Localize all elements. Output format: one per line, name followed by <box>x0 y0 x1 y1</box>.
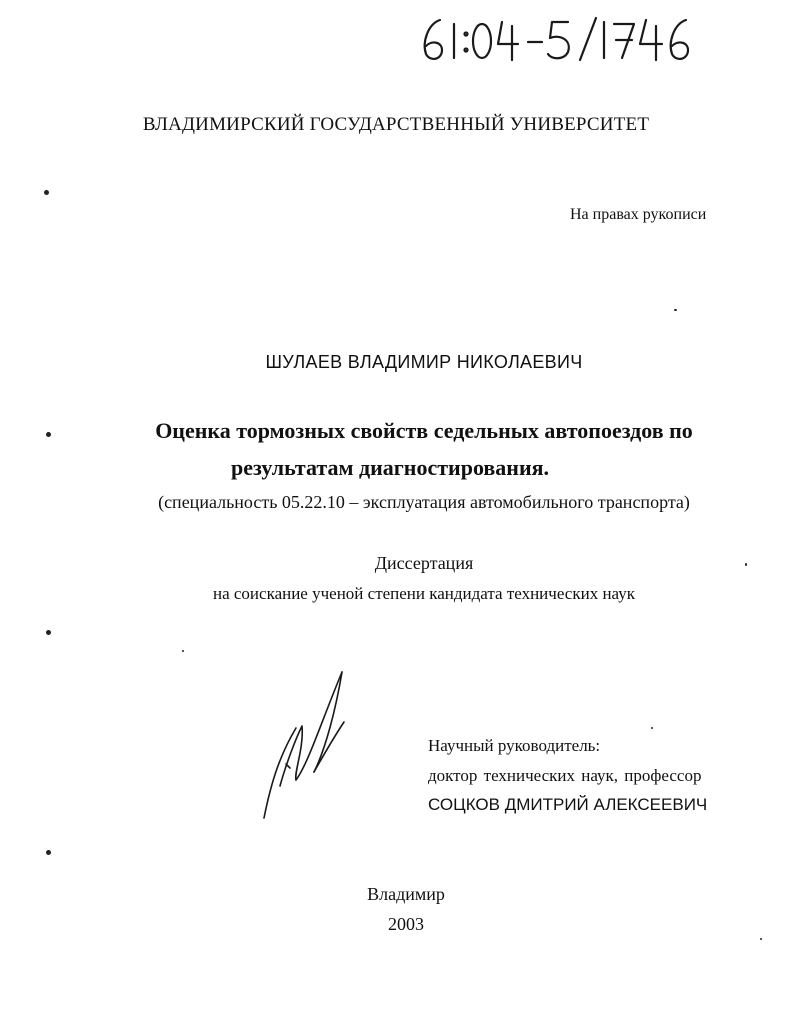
scan-speck <box>182 650 184 652</box>
supervisor-name: СОЦКОВ ДМИТРИЙ АЛЕКСЕЕВИЧ <box>428 795 708 814</box>
archive-code <box>418 14 633 60</box>
scan-speck <box>760 938 762 940</box>
document-type: Диссертация <box>374 553 474 573</box>
supervisor-degree: доктор технических наук, профессор <box>428 766 702 785</box>
scan-speck <box>651 727 653 729</box>
year: 2003 <box>388 914 424 934</box>
scan-speck <box>46 850 51 855</box>
degree-purpose: на соискание ученой степени кандидата технических наук <box>212 584 635 603</box>
thesis-title-line-2: результатам диагностирования. <box>230 455 550 480</box>
scan-speck <box>44 190 49 195</box>
city: Владимир <box>367 884 445 904</box>
author-name: ШУЛАЕВ ВЛАДИМИР НИКОЛАЕВИЧ <box>265 352 583 372</box>
signature <box>256 668 356 828</box>
scan-speck <box>46 630 51 635</box>
scan-speck <box>46 432 51 437</box>
scan-speck <box>674 309 677 311</box>
specialty: (специальность 05.22.10 – эксплуатация автомобильного транспорта) <box>158 492 690 512</box>
scan-speck <box>745 563 747 566</box>
supervisor-label: Научный руководитель: <box>428 736 601 755</box>
manuscript-rights: На правах рукописи <box>570 206 707 223</box>
thesis-title-line-1: Оценка тормозных свойств седельных автопоездов по <box>155 418 693 443</box>
university-name: ВЛАДИМИРСКИЙ ГОСУДАРСТВЕННЫЙ УНИВЕРСИТЕТ <box>142 114 650 135</box>
